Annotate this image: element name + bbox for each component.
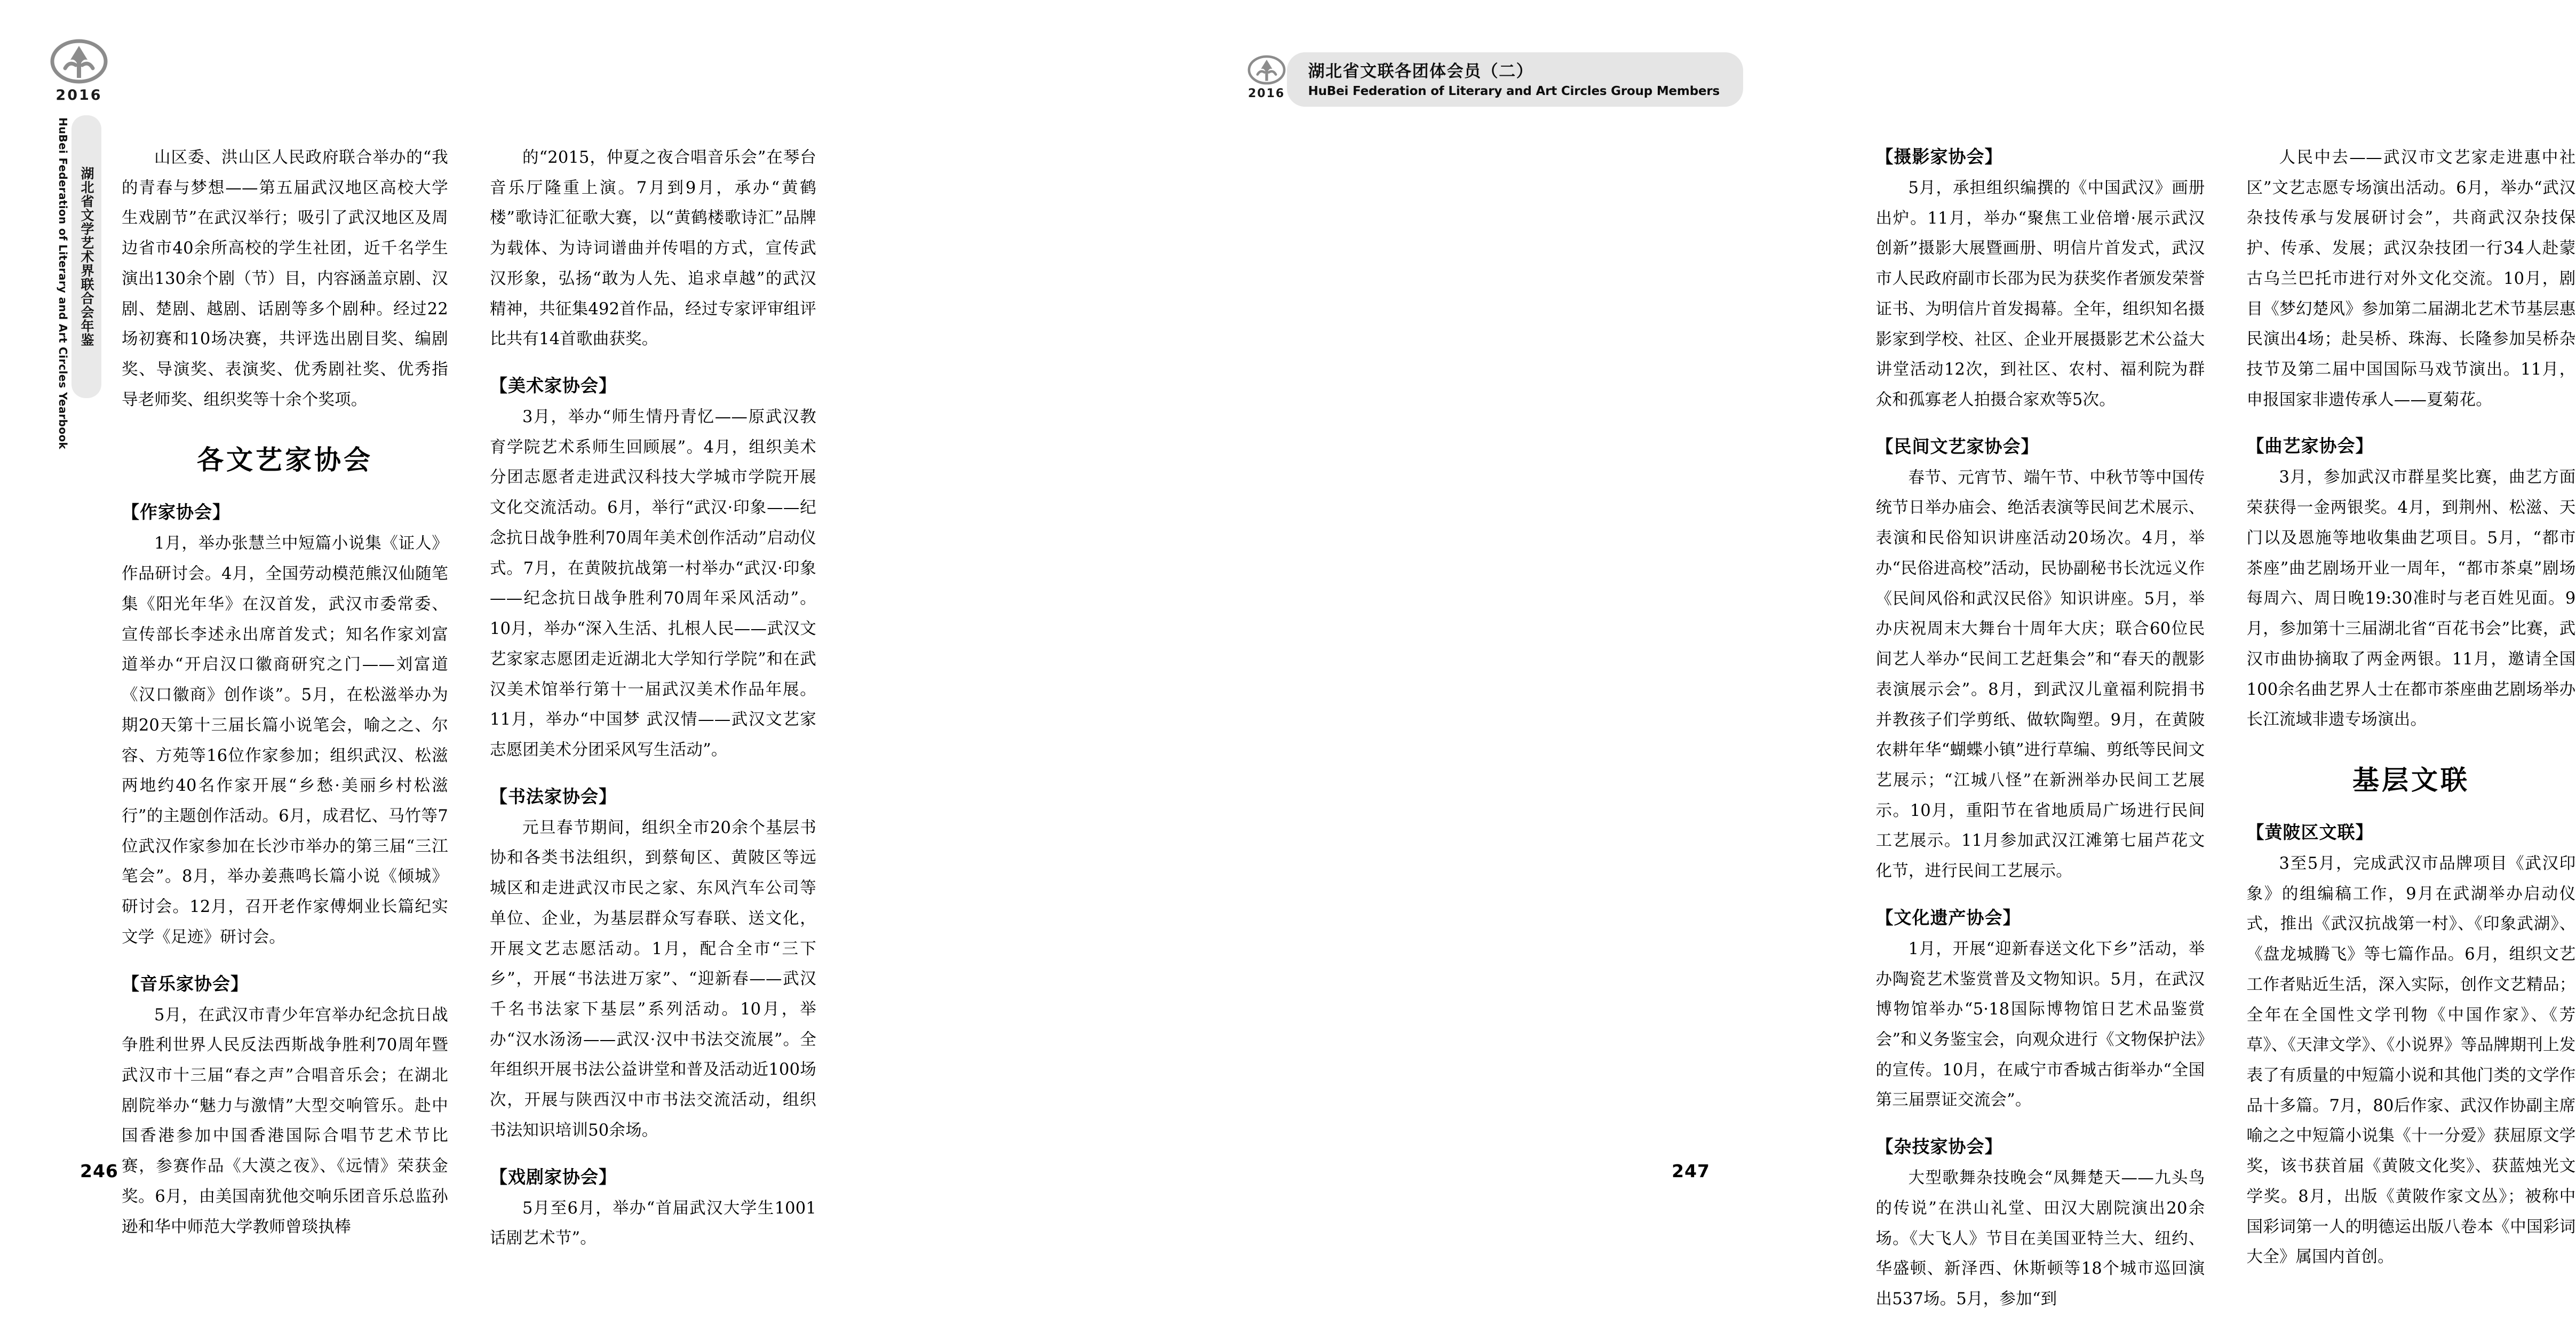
running-head-title-cn: 湖北省文联各团体会员（二） [1308,62,1534,81]
section-body-writers: 1月，举办张慧兰中短篇小说集《证人》作品研讨会。4月，全国劳动模范熊汉仙随笔集《阳光年华》在汉首发，武汉市委常委、宣传部长李述永出席首发式；知名作家刘富道举办“开启汉口徽商研究之门——刘富道《汉口徽商》创作谈”。5月，在松滋举办为期20天第十三届长篇小说笔会，喻之之、尔容、方苑等16位作家参加；组织武汉、松滋两地约40名作家开展“乡愁·美丽乡村松滋行”的主题创作活动。6月，成君忆、马竹等7位武汉作家参加在长沙市举办的第三届“三江笔会”。8月，举办姜燕鸣长篇小说《倾城》研讨会。12月，召开老作家傅炯业长篇纪实文学《足迹》研讨会。 [122,534,448,947]
section-heading-musicians: 【音乐家协会】 [122,973,249,994]
right-running-head [1240,44,1743,107]
page-number-right: 247 [1672,1161,1710,1181]
section-heading-folk-artists: 【民间文艺家协会】 [1875,435,2039,457]
section-body-dramatists: 5月至6月，举办“首届武汉大学生1001话剧艺术节”。 [490,1199,816,1248]
section-body-photographers: 5月，承担组织编撰的《中国武汉》画册出炉。11月，举办“聚焦工业倍增·展示武汉创新”摄影大展暨画册、明信片首发式，武汉市人民政府副市长邵为民为获奖作者颁发荣誉证书、为明信片首发揭幕。全年，组织知名摄影家到学校、社区、企业开展摄影艺术公益大讲堂活动12次，到社区、农村、福利院为群众和孤寡老人拍摄合家欢等5次。 [1875,179,2205,410]
section-body-acrobats: 大型歌舞杂技晚会“凤舞楚天——九头鸟的传说”在洪山礼堂、田汉大剧院演出20余场。《大飞人》节目在美国亚特兰大、纽约、华盛顿、新泽西、休斯顿等18个城市巡回演出537场。5月，参加“到 [1875,1169,2205,1308]
section-body-folk-artists: 春节、元宵节、端午节、中秋节等中国传统节日举办庙会、绝活表演等民间艺术展示、表演和民俗知识讲座活动20场次。4月，举办“民俗进高校”活动，民协副秘书长沈远义作《民间风俗和武汉民俗》知识讲座。5月，举办庆祝周末大舞台十周年大庆；联合60位民间艺人举办“民间工艺赶集会”和“春天的靓影表演展示会”。8月，到武汉儿童福利院捐书并教孩子们学剪纸、做软陶塑。9月，在黄陂农耕年华“蝴蝶小镇”进行草编、剪纸等民间文艺展示；“江城八怪”在新洲举办民间工艺展示。10月，重阳节在省地质局广场进行民间工艺展示。11月参加武汉江滩第七届芦花文化节，进行民间工艺展示。 [1875,468,2205,881]
right-page-columns [1876,143,2576,1317]
left-page-columns [122,143,816,1256]
paragraph-continued-musicians: 的“2015，仲夏之夜合唱音乐会”在琴台音乐厅隆重上演。7月到9月，承办“黄鹤楼”歌诗汇征歌大赛，以“黄鹤楼歌诗汇”品牌为载体、为诗词谱曲并传唱的方式，宣传武汉形象，弘扬“敢为人先、追求卓越”的武汉精神，共征集492首作品，经过专家评审组评比共有14首歌曲获奖。 [490,148,816,349]
federation-logo-icon [1247,53,1286,86]
section-heading-quyi: 【曲艺家协会】 [2246,435,2374,457]
logo-year-label: 2016 [1247,87,1285,100]
left-column-2 [490,143,816,1256]
logo-year-label: 2016 [55,87,102,104]
running-head-title-en: HuBei Federation of Literary and Art Circles Group Members [1308,84,1720,98]
section-body-musicians: 5月，在武汉市青少年宫举办纪念抗日战争胜利世界人民反法西斯战争胜利70周年暨武汉市十三届“春之声”合唱音乐会；在湖北剧院举办“魅力与激情”大型交响管乐。赴中国香港参加中国香港国际合唱节艺术节比赛，参赛作品《大漠之夜》、《远情》荣获金奖。6月，由美国南犹他交响乐团音乐总监孙逊和华中师范大学教师曾琰执棒 [122,1005,448,1236]
section-heading-huangpi: 【黄陂区文联】 [2246,821,2374,843]
paragraph-continued-acrobats: 人民中去——武汉市文艺家走进惠中社区”文艺志愿专场演出活动。6月，举办“武汉杂技传承与发展研讨会”，共商武汉杂技保护、传承、发展；武汉杂技团一行34人赴蒙古乌兰巴托市进行对外文化交流。10月，剧目《梦幻楚风》参加第二届湖北艺术节基层惠民演出4场；赴吴桥、珠海、长隆参加吴桥杂技节及第二届中国国际马戏节演出。11月，申报国家非遗传承人——夏菊花。 [2246,148,2576,409]
left-page [0,0,895,1248]
federation-logo-icon [49,37,109,85]
section-heading-dramatists: 【戏剧家协会】 [490,1166,617,1187]
section-heading-calligraphers: 【书法家协会】 [490,786,617,807]
running-head-banner [1287,52,1743,107]
section-heading-acrobats: 【杂技家协会】 [1875,1136,2003,1157]
section-body-fine-arts: 3月，举办“师生情丹青忆——原武汉教育学院艺术系师生回顾展”。4月，组织美术分团志愿者走进武汉科技大学城市学院开展文化交流活动。6月，举行“武汉·印象——纪念抗日战争胜利70周年美术创作活动”启动仪式。7月，在黄陂抗战第一村举办“武汉·印象——纪念抗日战争胜利70周年采风活动”。10月，举办“深入生活、扎根人民——武汉文艺家家志愿团走近湖北大学知行学院”和在武汉美术馆举行第十一届武汉美术作品年展。11月，举办“中国梦 武汉情——武汉文艺家志愿团美术分团采风写生活动”。 [490,408,816,759]
spine-title-en: HuBei Federation of Literary and Art Circles Yearbook [57,117,69,449]
right-column-2 [2247,143,2576,1317]
paragraph-continued: 山区委、洪山区人民政府联合举办的“我的青春与梦想——第五届武汉地区高校大学生戏剧节”在武汉举行；吸引了武汉地区及周边省市40余所高校的学生社团，近千名学生演出130余个剧（节）目，内容涵盖京剧、汉剧、楚剧、越剧、话剧等多个剧种。经过22场初赛和10场决赛，共评选出剧目奖、编剧奖、导演奖、表演奖、优秀剧社奖、优秀指导老师奖、组织奖等十余个奖项。 [122,148,448,409]
left-running-head [47,37,111,449]
section-heading-fine-arts: 【美术家协会】 [490,375,617,396]
right-column-1 [1876,143,2205,1317]
part-title-associations: 各文艺家协会 [197,445,373,476]
section-heading-cultural-heritage: 【文化遗产协会】 [1875,907,2021,928]
spine-title-cn: 湖北省文学艺术界联合会年鉴 [71,115,101,398]
left-column-1 [122,143,448,1256]
part-title-grassroots: 基层文联 [2352,764,2470,796]
section-body-cultural-heritage: 1月，开展“迎新春送文化下乡”活动，举办陶瓷艺术鉴赏普及文物知识。5月，在武汉博物馆举办“5·18国际博物馆日艺术品鉴赏会”和义务鉴宝会，向观众进行《文物保护法》的宣传。10月，在咸宁市香城古街举办“全国第三届票证交流会”。 [1875,939,2205,1110]
right-page [895,0,2576,1308]
page-number-left: 246 [80,1161,118,1181]
section-heading-photographers: 【摄影家协会】 [1875,146,2003,167]
section-body-huangpi: 3至5月，完成武汉市品牌项目《武汉印象》的组编稿工作，9月在武湖举办启动仪式，推出《武汉抗战第一村》、《印象武湖》、《盘龙城腾飞》等七篇作品。6月，组织文艺工作者贴近生活，深入实际，创作文艺精品；全年在全国性文学刊物《中国作家》、《芳草》、《天津文学》、《小说界》等品牌期刊上发表了有质量的中短篇小说和其他门类的文学作品十多篇。7月，80后作家、武汉作协副主席喻之之中短篇小说集《十一分爱》获屈原文学奖，该书获首届《黄陂文化奖》、获蓝烛光文学奖。8月，出版《黄陂作家文丛》；被称中国彩词第一人的明德运出版八卷本《中国彩词大全》属国内首创。 [2246,854,2576,1267]
section-body-quyi: 3月，参加武汉市群星奖比赛，曲艺方面荣获得一金两银奖。4月，到荆州、松滋、天门以及恩施等地收集曲艺项目。5月，“都市茶座”曲艺剧场开业一周年，“都市茶桌”剧场每周六、周日晚19:30准时与老百姓见面。9月，参加第十三届湖北省“百花书会”比赛，武汉市曲协摘取了两金两银。11月，邀请全国100余名曲艺界人士在都市茶座曲艺剧场举办长江流域非遗专场演出。 [2246,468,2576,729]
section-heading-writers: 【作家协会】 [122,502,230,523]
section-body-calligraphers: 元旦春节期间，组织全市20余个基层书协和各类书法组织，到蔡甸区、黄陂区等远城区和走进武汉市民之家、东风汽车公司等单位、企业，为基层群众写春联、送文化，开展文艺志愿活动。1月，配合全市“三下乡”，开展“书法进万家”、“迎新春——武汉千名书法家下基层”系列活动。10月，举办“汉水汤汤——武汉·汉中书法交流展”。全年组织开展书法公益讲堂和普及活动近100场次，开展与陕西汉中市书法交流活动，组织书法知识培训50余场。 [490,818,816,1140]
